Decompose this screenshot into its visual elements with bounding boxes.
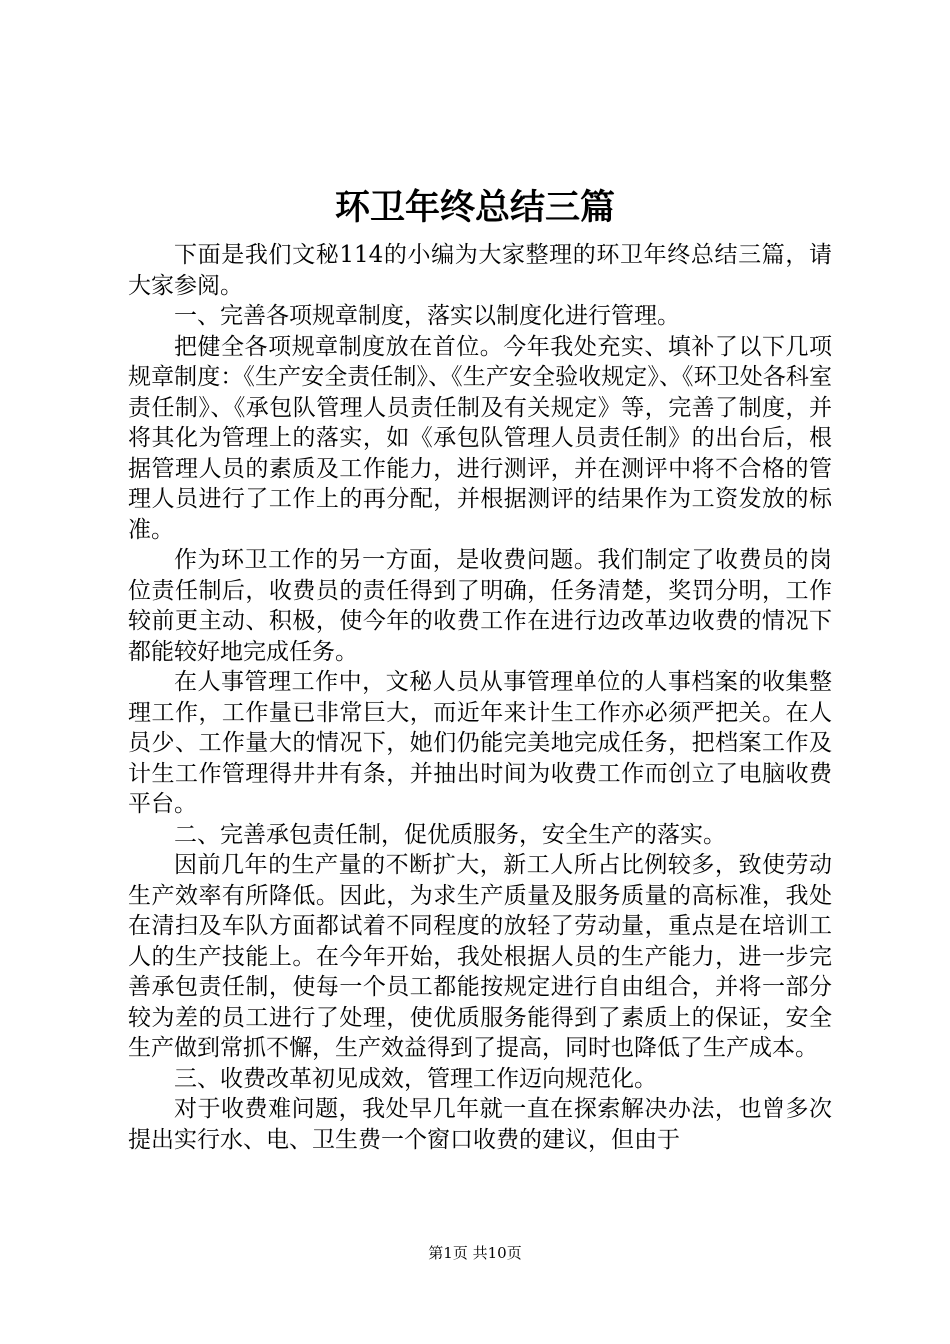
section-heading-3: 三、收费改革初见成效，管理工作迈向规范化。: [174, 1065, 657, 1092]
document-body: [128, 240, 832, 1155]
paragraph: 因前几年的生产量的不断扩大，新工人所占比例较多，致使劳动生产效率有所降低。因此，为求生产质量及服务质量的高标准，我处在清扫及车队方面都试着不同程度的放轻了劳动量，重点是在培训工人的生产技能上。在今年开始，我处根据人员的生产能力，进一步完善承包责任制，使每一个员工都能按规定进行自由组合，并将一部分较为差的员工进行了处理，使优质服务能得到了素质上的保证，安全生产做到常抓不懈，生产效益得到了提高，同时也降低了生产成本。: [128, 852, 832, 1061]
document-title: 环卫年终总结三篇: [334, 188, 615, 228]
section-heading-1: 一、完善各项规章制度，落实以制度化进行管理。: [174, 303, 680, 329]
paragraph-intro: 下面是我们文秘114的小编为大家整理的环卫年终总结三篇，请大家参阅。: [128, 242, 832, 299]
page-footer: 第1页 共10页: [428, 1244, 522, 1262]
paragraph: 对于收费难问题，我处早几年就一直在探索解决办法，也曾多次提出实行水、电、卫生费一个窗口收费的建议，但由于: [128, 1096, 832, 1153]
paragraph: 在人事管理工作中，文秘人员从事管理单位的人事档案的收集整理工作，工作量已非常巨大，而近年来计生工作亦必须严把关。在人员少、工作量大的情况下，她们仍能完美地完成任务，把档案工作及计生工作管理得井井有条，并抽出时间为收费工作而创立了电脑收费平台。: [128, 669, 832, 817]
section-heading-2: 二、完善承包责任制，促优质服务，安全生产的落实。: [174, 821, 726, 848]
paragraph: 把健全各项规章制度放在首位。今年我处充实、填补了以下几项规章制度：《生产安全责任制》、《生产安全验收规定》、《环卫处各科室责任制》、《承包队管理人员责任制及有关规定》等，完善了制度，并将其化为管理上的落实，如《承包队管理人员责任制》的出台后，根据管理人员的素质及工作能力，进行测评，并在测评中将不合格的管理人员进行了工作上的再分配，并根据测评的结果作为工资发放的标准。: [128, 333, 832, 543]
paragraph: 作为环卫工作的另一方面，是收费问题。我们制定了收费员的岗位责任制后，收费员的责任得到了明确，任务清楚，奖罚分明，工作较前更主动、积极，使今年的收费工作在进行边改革边收费的情况下都能较好地完成任务。: [128, 547, 832, 665]
